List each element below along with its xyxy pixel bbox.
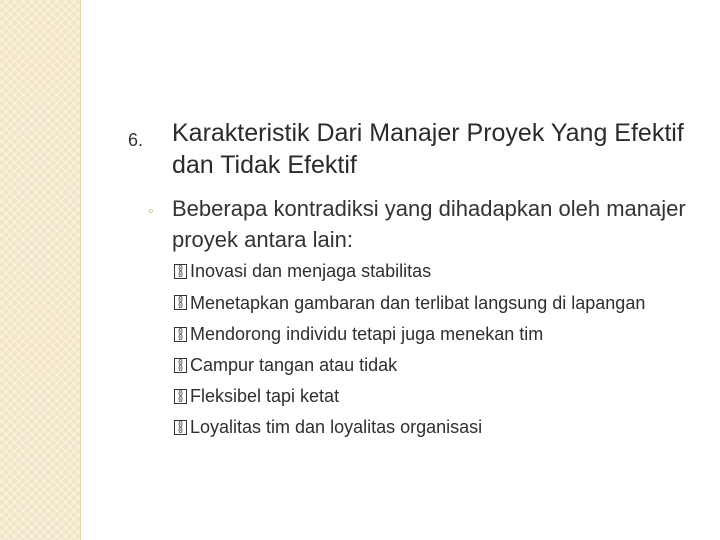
sub-bullet-icon: ◦ bbox=[148, 203, 154, 220]
missing-glyph-icon bbox=[174, 327, 187, 342]
list-item bbox=[174, 287, 710, 319]
list-item-text: Campur tangan atau tidak bbox=[190, 355, 398, 375]
missing-glyph-icon bbox=[174, 420, 187, 435]
list-item-text: Fleksibel tapi ketat bbox=[190, 386, 340, 406]
list-item bbox=[174, 412, 710, 443]
heading-number: 6. bbox=[128, 130, 144, 150]
list-item-text: Loyalitas tim dan loyalitas organisasi bbox=[190, 417, 483, 437]
list-item-text: Inovasi dan menjaga stabilitas bbox=[190, 261, 432, 281]
missing-glyph-icon bbox=[174, 358, 187, 373]
missing-glyph-icon bbox=[174, 264, 187, 279]
slide-heading: Karakteristik Dari Manajer Proyek Yang Efektif dan Tidak Efektif bbox=[172, 119, 684, 179]
list-item bbox=[174, 319, 710, 350]
contradictions-list bbox=[174, 256, 710, 443]
missing-glyph-icon bbox=[174, 389, 187, 404]
list-item-text: Mendorong individu tetapi juga menekan tim bbox=[190, 324, 544, 344]
list-item bbox=[174, 381, 710, 412]
list-item bbox=[174, 256, 710, 287]
list-item-text: Menetapkan gambaran dan terlibat langsung di lapangan bbox=[190, 293, 646, 313]
missing-glyph-icon bbox=[174, 295, 187, 310]
list-item bbox=[174, 350, 710, 381]
sub-bullet-text: Beberapa kontradiksi yang dihadapkan oleh manajer proyek antara lain: bbox=[172, 196, 686, 252]
